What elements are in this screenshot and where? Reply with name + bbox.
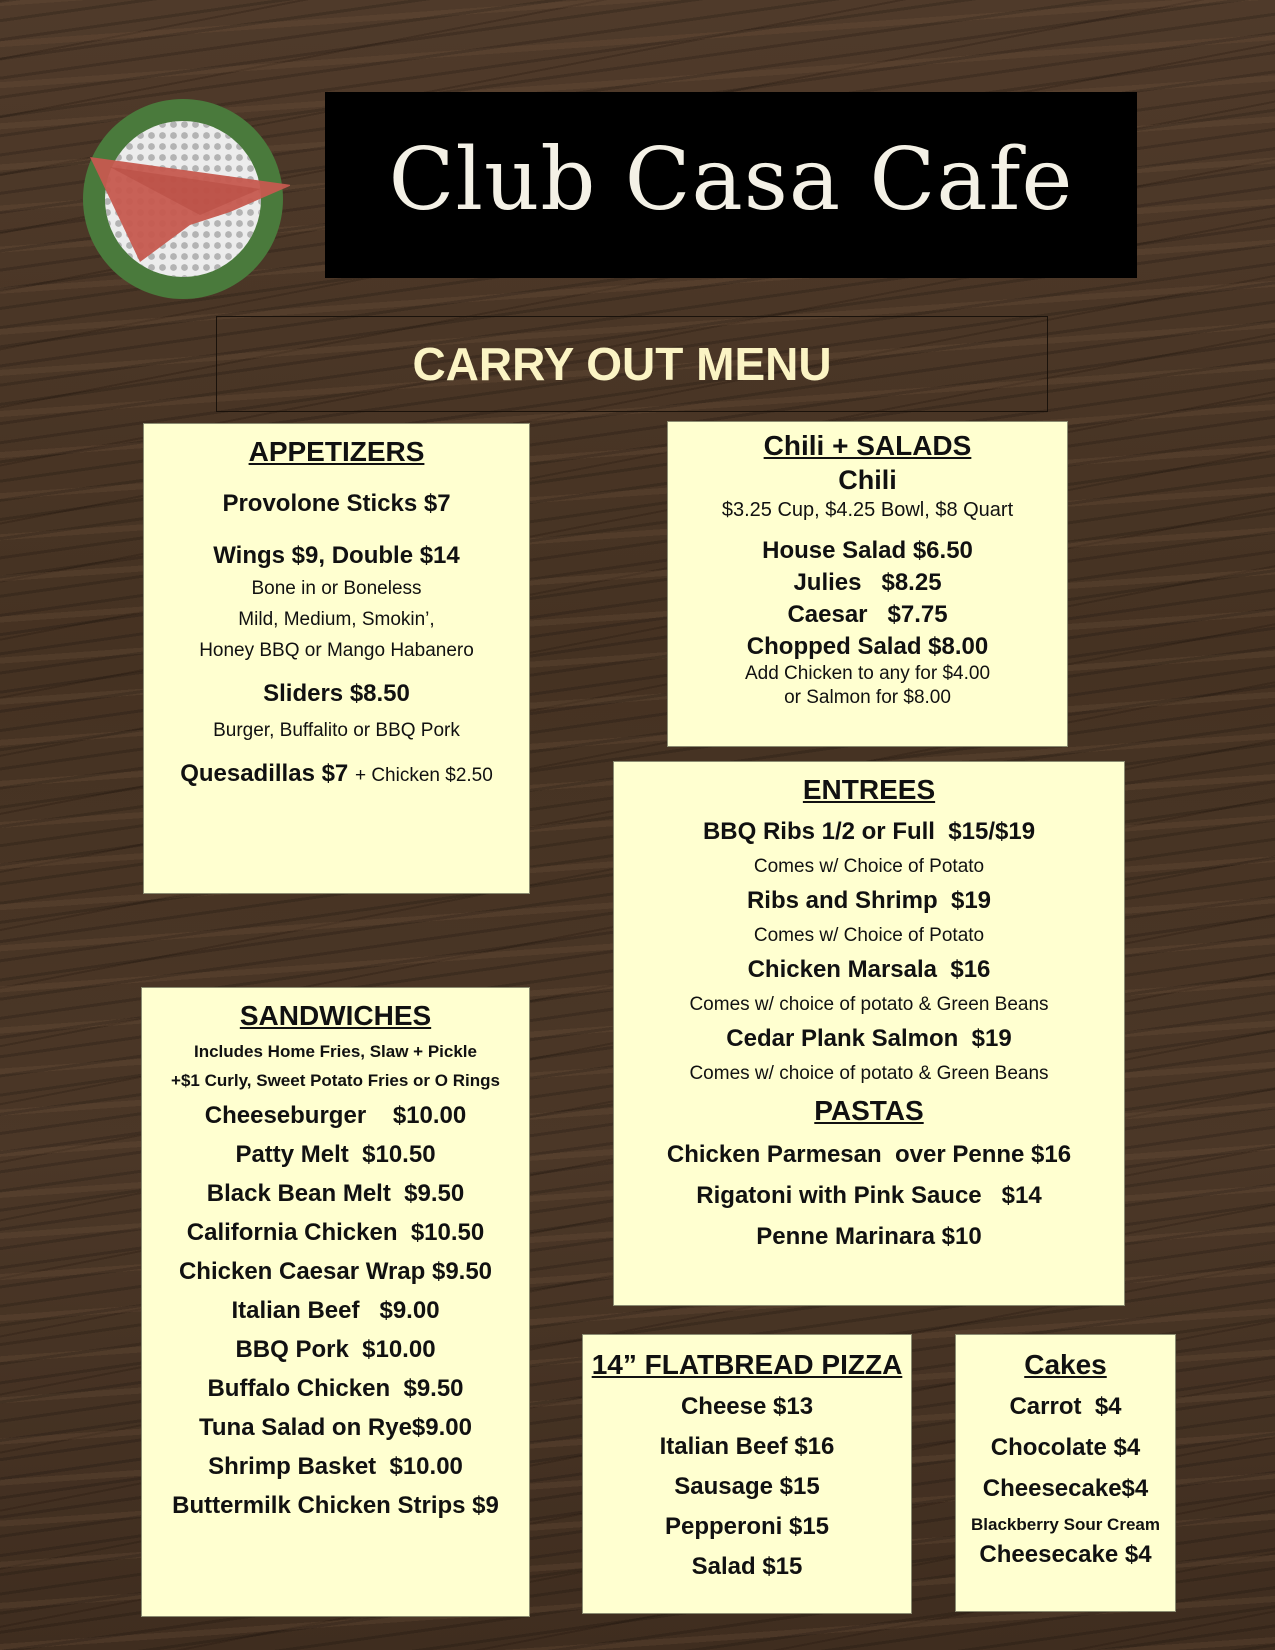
salads-heading: Chili + SALADS [763, 430, 972, 461]
menu-item: Cheesecake$4 [982, 1475, 1149, 1502]
appetizers-heading: APPETIZERS [248, 436, 425, 467]
item-note: Burger, Buffalito or BBQ Pork [213, 720, 460, 741]
appetizers-panel [143, 423, 530, 894]
menu-item: Penne Marinara $10 [756, 1223, 982, 1250]
item-note: Comes w/ Choice of Potato [753, 856, 985, 877]
item-note: Add Chicken to any for $4.00 [744, 663, 991, 684]
menu-item: BBQ Pork $10.00 [235, 1336, 436, 1363]
menu-item: California Chicken $10.50 [186, 1219, 485, 1246]
menu-item: Sliders $8.50 [263, 680, 410, 707]
menu-item: Carrot $4 [1009, 1393, 1122, 1420]
pastas-heading: PASTAS [814, 1095, 924, 1126]
menu-item: Provolone Sticks $7 [222, 490, 451, 517]
sandwiches-panel [141, 987, 530, 1617]
menu-item: Chocolate $4 [990, 1434, 1141, 1461]
menu-item: Cheeseburger $10.00 [204, 1102, 467, 1129]
menu-item: Caesar $7.75 [787, 601, 948, 628]
menu-item: Chicken Parmesan over Penne $16 [666, 1141, 1072, 1168]
menu-subtitle: CARRY OUT MENU [412, 338, 832, 390]
menu-item: Italian Beef $9.00 [231, 1297, 440, 1324]
menu-item: Shrimp Basket $10.00 [208, 1453, 463, 1480]
item-note: +$1 Curly, Sweet Potato Fries or O Rings [171, 1071, 500, 1090]
menu-item: Chicken Marsala $16 [747, 956, 991, 983]
menu-item: Chili [838, 465, 897, 495]
item-note: Comes w/ Choice of Potato [753, 925, 985, 946]
menu-item: Buttermilk Chicken Strips $9 [172, 1492, 499, 1519]
pizza-list [583, 1393, 911, 1581]
item-note: Comes w/ choice of potato & Green Beans [689, 994, 1049, 1015]
entrees-heading: ENTREES [802, 774, 936, 805]
golf-ball-flag-icon [80, 97, 290, 302]
menu-item: Cheesecake $4 [979, 1541, 1152, 1568]
menu-item: Tuna Salad on Rye$9.00 [199, 1414, 472, 1441]
cafe-title: Club Casa Cafe [388, 130, 1074, 230]
subtitle-banner [216, 316, 1048, 412]
item-note: Includes Home Fries, Slaw + Pickle [194, 1042, 477, 1061]
menu-item: Chopped Salad $8.00 [746, 633, 989, 660]
item-note: Bone in or Boneless [251, 578, 422, 599]
pizza-panel [582, 1334, 912, 1614]
menu-item: House Salad $6.50 [762, 537, 973, 564]
menu-item: Rigatoni with Pink Sauce $14 [696, 1182, 1042, 1209]
menu-item: Chicken Caesar Wrap $9.50 [178, 1258, 493, 1285]
title-banner [325, 92, 1137, 278]
salads-panel [667, 421, 1068, 747]
menu-item: Quesadillas $7 [180, 760, 349, 787]
menu-item: BBQ Ribs 1/2 or Full $15/$19 [702, 818, 1036, 845]
item-note: Honey BBQ or Mango Habanero [199, 640, 474, 661]
cakes-panel [955, 1334, 1176, 1612]
sandwiches-heading: SANDWICHES [239, 1000, 432, 1031]
item-note: Comes w/ choice of potato & Green Beans [689, 1063, 1049, 1084]
menu-item: Patty Melt $10.50 [235, 1141, 436, 1168]
sandwich-list [142, 1102, 529, 1520]
menu-item: Black Bean Melt $9.50 [206, 1180, 465, 1207]
entrees-panel [613, 761, 1125, 1306]
menu-item: Wings $9, Double $14 [213, 542, 460, 569]
menu-item: Julies $8.25 [793, 569, 942, 596]
item-note: or Salmon for $8.00 [784, 687, 951, 708]
menu-item: Cheese $13 [680, 1393, 814, 1420]
item-addon: + Chicken $2.50 [354, 765, 493, 786]
menu-item: Sausage $15 [674, 1473, 820, 1500]
menu-item: Buffalo Chicken $9.50 [207, 1375, 464, 1402]
menu-item: Italian Beef $16 [659, 1433, 835, 1460]
item-note: Mild, Medium, Smokin’, [238, 609, 435, 630]
item-note: $3.25 Cup, $4.25 Bowl, $8 Quart [721, 499, 1014, 521]
menu-item-row [144, 760, 529, 788]
menu-item: Cedar Plank Salmon $19 [726, 1025, 1012, 1052]
cakes-heading: Cakes [1024, 1349, 1107, 1380]
menu-item: Salad $15 [691, 1553, 803, 1580]
item-note: Blackberry Sour Cream [971, 1515, 1160, 1534]
menu-item: Ribs and Shrimp $19 [746, 887, 992, 914]
pizza-heading: 14” FLATBREAD PIZZA [591, 1349, 903, 1380]
menu-item: Pepperoni $15 [664, 1513, 830, 1540]
